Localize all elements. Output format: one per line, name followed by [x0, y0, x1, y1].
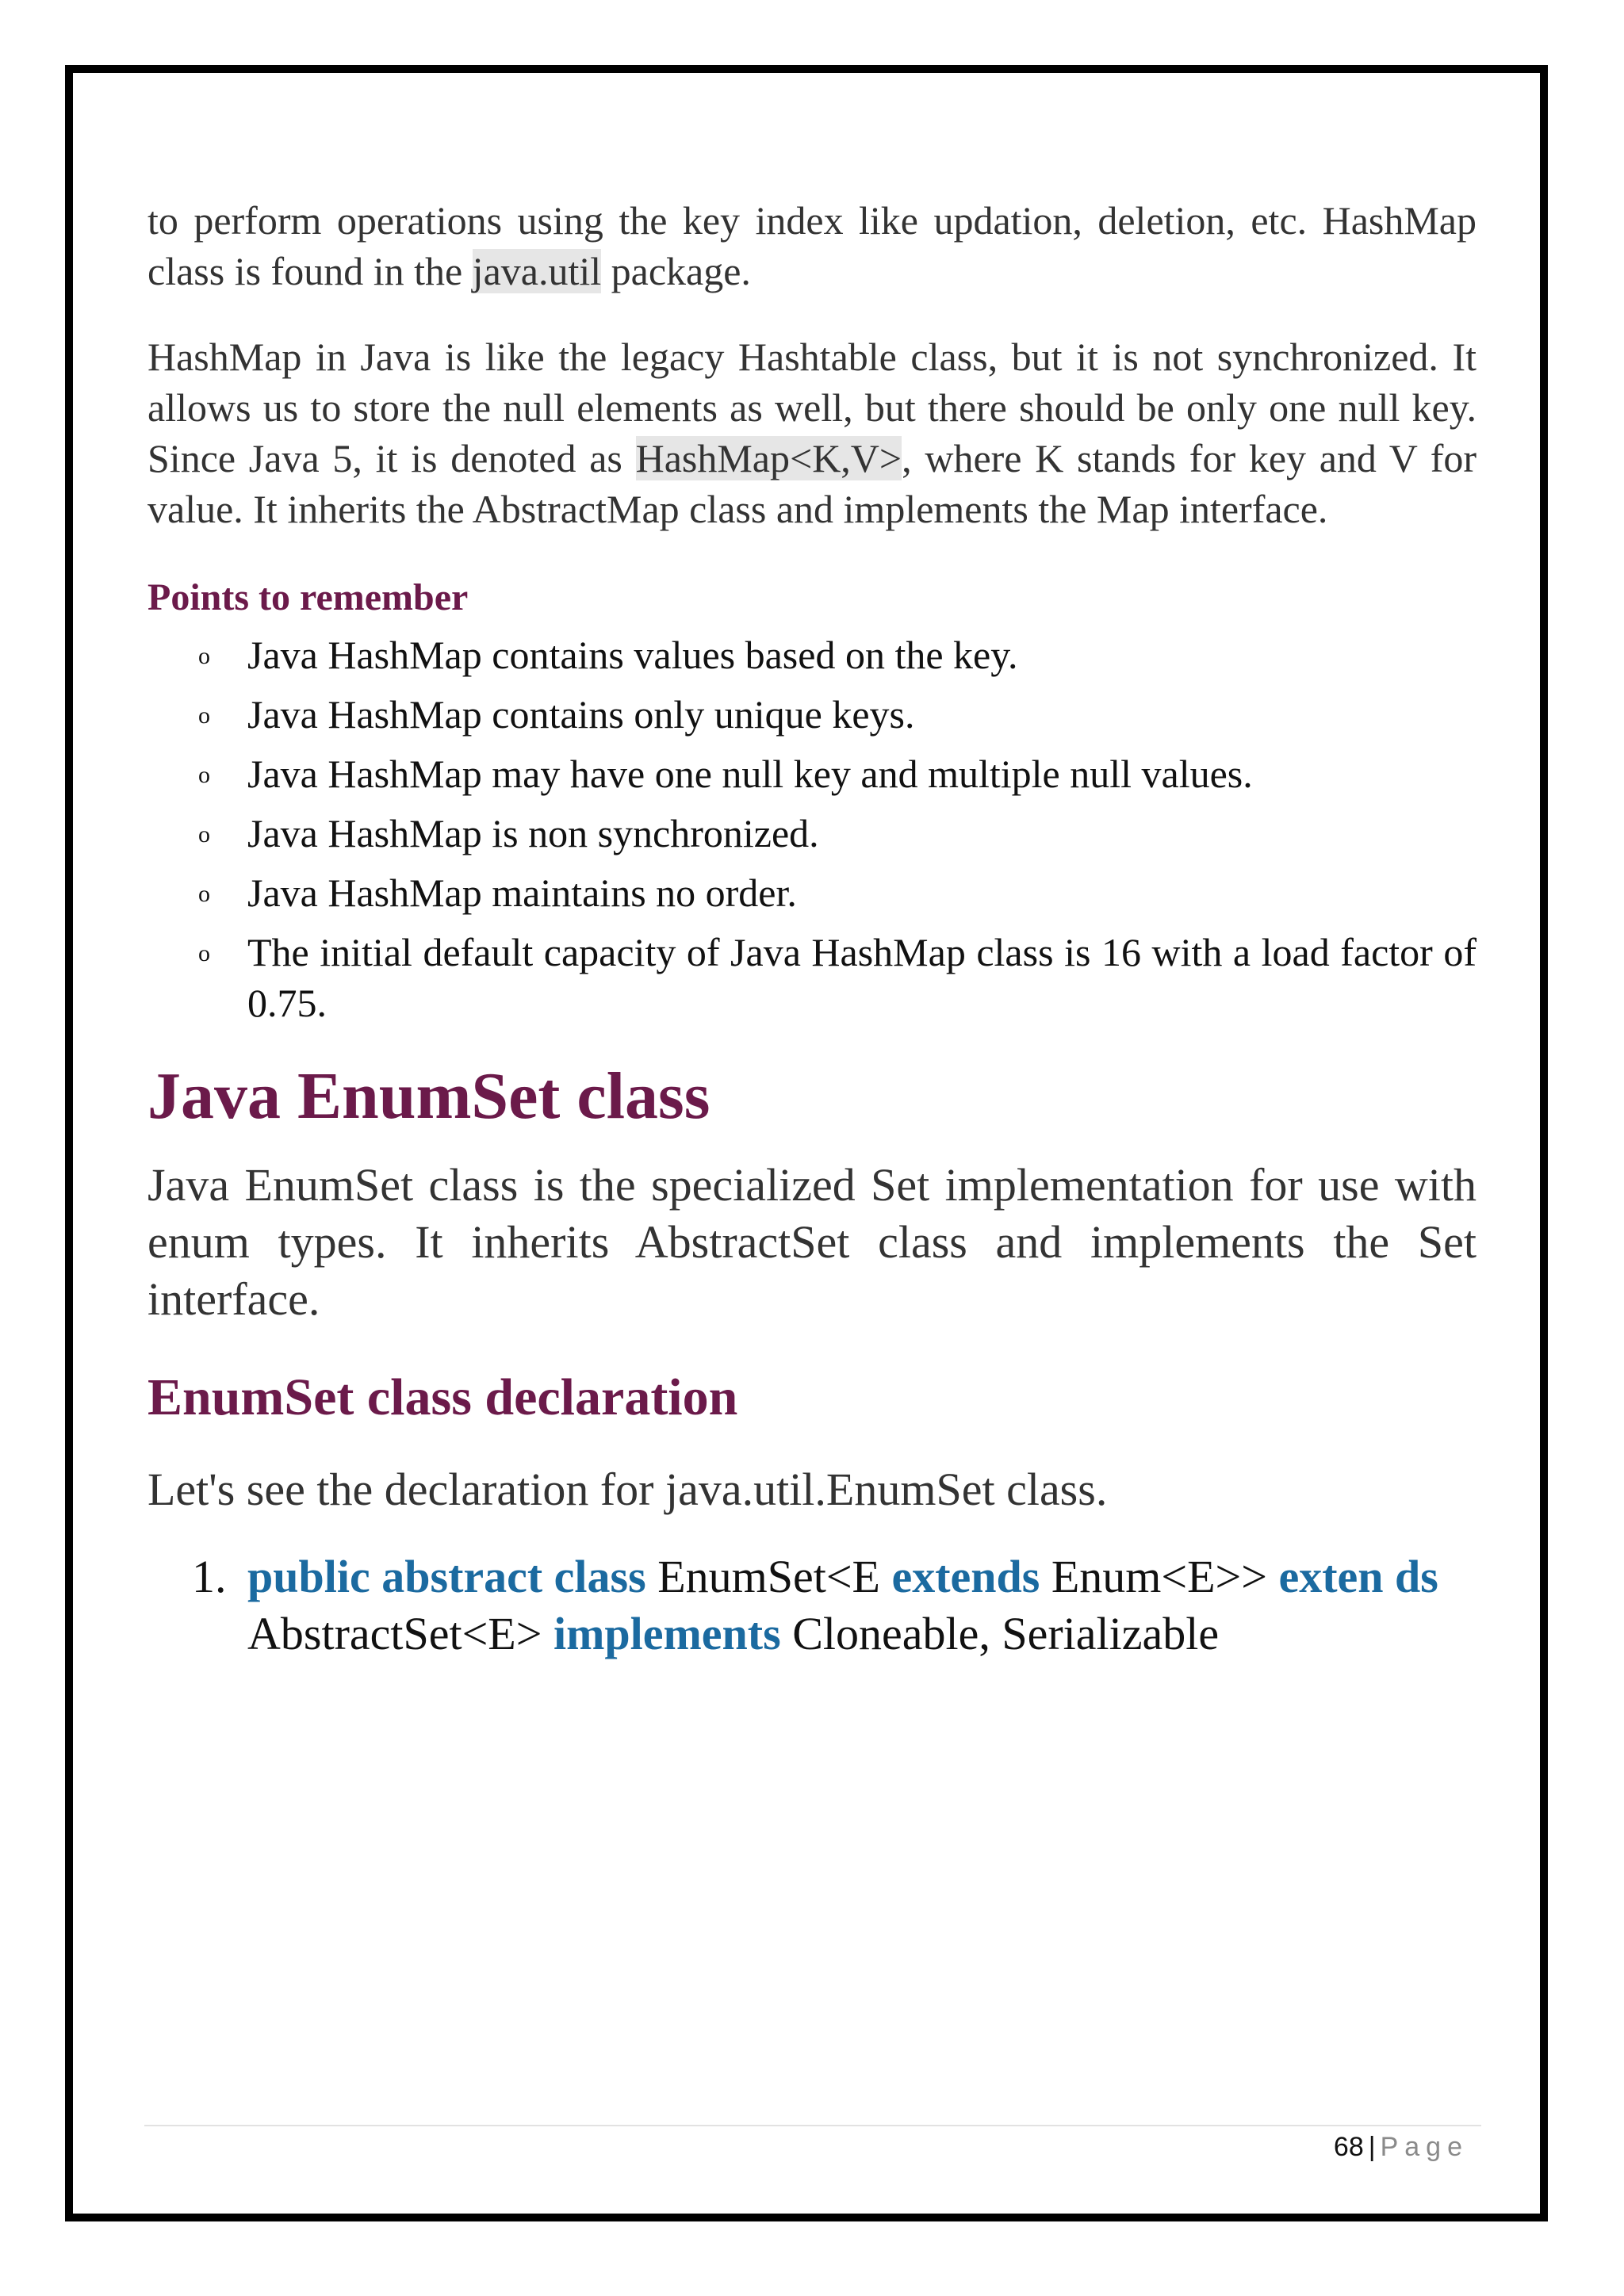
circle-bullet-icon: o: [198, 643, 210, 669]
list-item-text: Java HashMap maintains no order.: [247, 871, 797, 915]
code-text: EnumSet<E: [645, 1551, 892, 1602]
list-item-text: Java HashMap contains values based on the key.: [247, 633, 1018, 677]
points-heading: Points to remember: [147, 576, 469, 618]
list-item-text: Java HashMap is non synchronized.: [247, 811, 819, 855]
code-text: Enum<E>>: [1040, 1551, 1279, 1602]
list-item: [198, 808, 1477, 859]
list-item: [198, 629, 1477, 680]
highlighted-package-name: java.util: [472, 249, 602, 293]
paragraph-hashmap-usage: [147, 195, 1477, 297]
paragraph-hashmap-description: [147, 331, 1477, 534]
code-line: [147, 1548, 1477, 1663]
list-item: [198, 867, 1477, 918]
enumset-intro: Java EnumSet class is the specialized Set implementation for use with enum types. It inherits AbstractSet class and implements the Set interface.: [147, 1159, 1477, 1325]
code-text: AbstractSet<E>: [247, 1608, 553, 1659]
page-footer: [1334, 2131, 1469, 2163]
footer-divider: [144, 2125, 1481, 2126]
circle-bullet-icon: o: [198, 702, 210, 729]
list-item-text: Java HashMap contains only unique keys.: [247, 692, 915, 737]
page-content: [147, 195, 1477, 1663]
code-keyword: implements: [553, 1608, 781, 1659]
code-listing: [147, 1548, 1477, 1663]
paragraph-text: , where K stands for key and V for value. It inherits the AbstractMap class and implements the Map interface.: [147, 436, 1477, 531]
section-title: Java EnumSet class: [147, 1059, 710, 1133]
line-number: 1.: [192, 1551, 227, 1602]
points-list: [147, 629, 1477, 1028]
paragraph-text: package.: [601, 249, 751, 293]
code-keyword: exten ds: [1278, 1551, 1438, 1602]
circle-bullet-icon: o: [198, 881, 210, 907]
list-item-text: The initial default capacity of Java HashMap class is 16 with a load factor of 0.75.: [247, 930, 1477, 1025]
circle-bullet-icon: o: [198, 762, 210, 788]
footer-separator: |: [1368, 2132, 1376, 2162]
page-number: 68: [1333, 2132, 1364, 2162]
circle-bullet-icon: o: [198, 821, 210, 848]
highlighted-generic-type: HashMap<K,V>: [635, 436, 902, 480]
list-item: [198, 748, 1477, 799]
declaration-intro: Let's see the declaration for java.util.EnumSet class.: [147, 1464, 1108, 1515]
paragraph-text: HashMap in Java is like the legacy Hashtable class, but it is not synchronized. It allows us to store the null elements as well, but there should be only one null key. Since Java 5, it is denoted as: [147, 335, 1477, 480]
code-keyword: public abstract class: [247, 1551, 646, 1602]
list-item: [198, 689, 1477, 740]
subsection-title: EnumSet class declaration: [147, 1368, 738, 1426]
code-keyword: extends: [891, 1551, 1040, 1602]
page-label: Page: [1380, 2132, 1469, 2162]
list-item-text: Java HashMap may have one null key and multiple null values.: [247, 752, 1253, 796]
paragraph-text: to perform operations using the key index like updation, deletion, etc. HashMap class is found in the: [147, 198, 1477, 293]
code-text: Cloneable, Serializable: [780, 1608, 1220, 1659]
circle-bullet-icon: o: [198, 940, 210, 966]
list-item: [198, 927, 1477, 1028]
